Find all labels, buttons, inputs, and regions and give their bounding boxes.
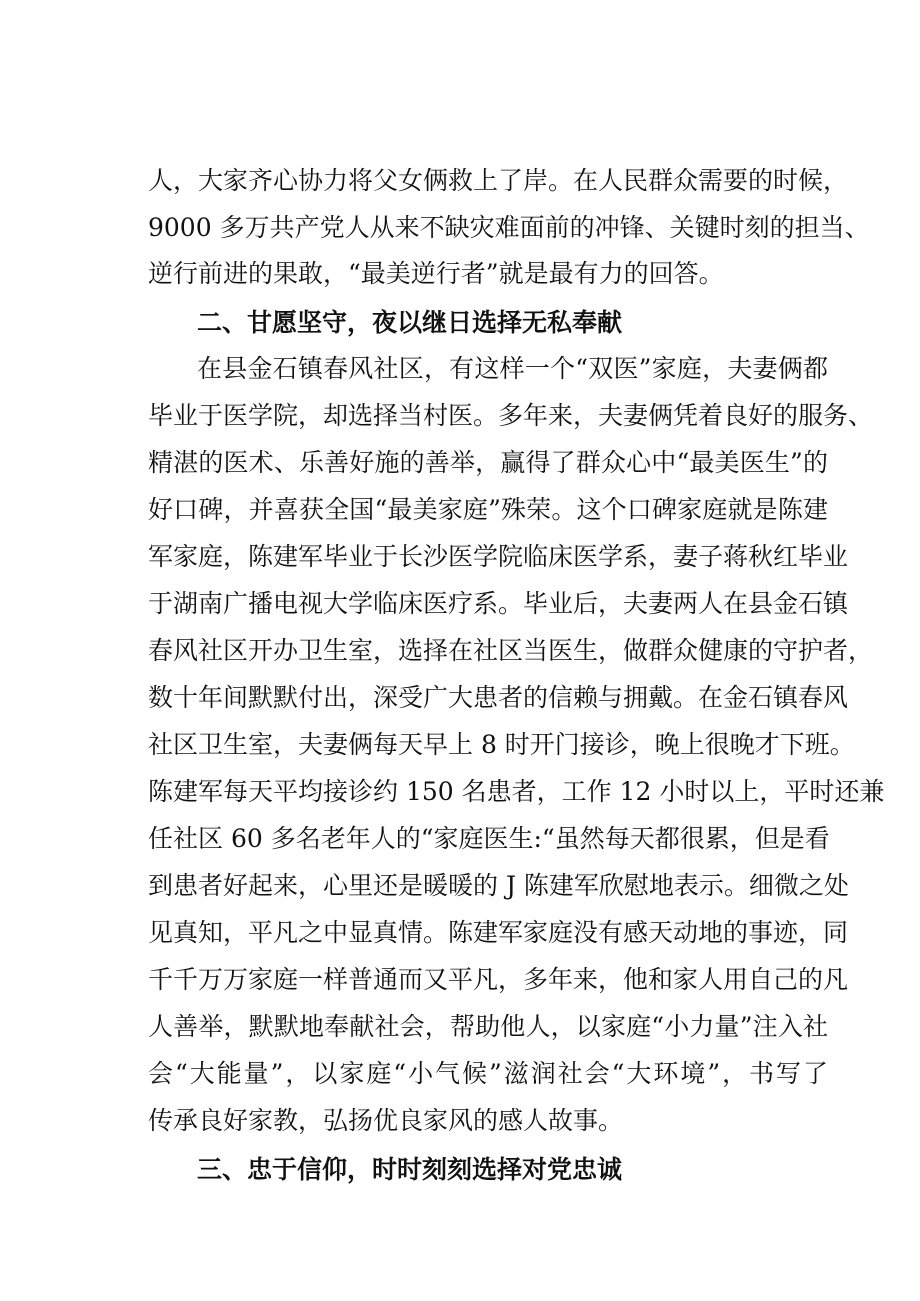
paragraph-line: 见真知，平凡之中显真情。陈建军家庭没有感天动地的事迹，同 — [148, 918, 849, 947]
paragraph-line: 千千万万家庭一样普通而又平凡，多年来，他和家人用自己的凡 — [148, 965, 849, 994]
paragraph-line: 人，大家齐心协力将父女俩救上了岸。在人民群众需要的时候， — [148, 166, 849, 195]
paragraph-line: 军家庭，陈建军毕业于长沙医学院临床医学系，妻子蒋秋红毕业 — [148, 542, 849, 571]
paragraph-line: 社区卫生室，夫妻俩每天早上 8 时开门接诊，晚上很晚才下班。 — [148, 730, 855, 759]
paragraph-line: 逆行前进的果敢，“最美逆行者”就是最有力的回答。 — [148, 259, 724, 288]
paragraph-line: 好口碑，并喜获全国“最美家庭”殊荣。这个口碑家庭就是陈建 — [148, 495, 828, 524]
paragraph-line: 陈建军每天平均接诊约 150 名患者，工作 12 小时以上，平时还兼 — [148, 777, 885, 806]
paragraph-line: 春风社区开办卫生室，选择在社区当医生，做群众健康的守护者， — [148, 636, 874, 665]
paragraph-line: 传承良好家教，弘扬优良家风的感人故事。 — [148, 1106, 624, 1135]
paragraph-line: 毕业于医学院，却选择当村医。多年来，夫妻俩凭着良好的服务、 — [148, 401, 874, 430]
paragraph-line: 人善举，默默地奉献社会，帮助他人，以家庭“小力量”注入社 — [148, 1012, 828, 1041]
paragraph-line: 会“大能量”，以家庭“小气候”滋润社会“大环境”，书写了 — [148, 1059, 828, 1088]
section-heading-2: 二、甘愿坚守，夜以继日选择无私奉献 — [197, 308, 623, 337]
paragraph-line: 于湖南广播电视大学临床医疗系。毕业后，夫妻两人在县金石镇 — [148, 589, 849, 618]
paragraph-line: 9000 多万共产党人从来不缺灾难面前的冲锋、关键时刻的担当、 — [148, 213, 870, 242]
paragraph-line: 在县金石镇春风社区，有这样一个“双医”家庭，夫妻俩都 — [197, 354, 828, 383]
paragraph-line: 数十年间默默付出，深受广大患者的信赖与拥戴。在金石镇春风 — [148, 683, 849, 712]
paragraph-line: 到患者好起来，心里还是暖暖的 J 陈建军欣慰地表示。细微之处 — [148, 871, 849, 900]
section-heading-3: 三、忠于信仰，时时刻刻选择对党忠诚 — [197, 1155, 623, 1184]
paragraph-line: 任社区 60 多名老年人的“家庭医生:“虽然每天都很累，但是看 — [148, 824, 830, 853]
paragraph-line: 精湛的医术、乐善好施的善举，赢得了群众心中“最美医生”的 — [148, 448, 828, 477]
